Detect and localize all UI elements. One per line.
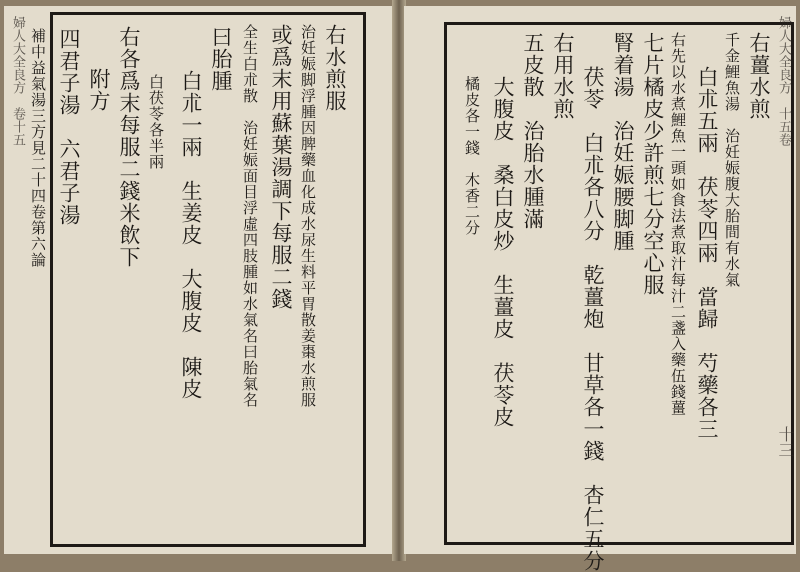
left-column-3: 或爲末用蘇葉湯調下每服二錢 <box>269 24 293 310</box>
left-column-1: 右水煎服 <box>323 24 347 112</box>
right-column-11: 橘皮各一錢 木香二分 <box>463 76 481 236</box>
left-column-5: 曰胎腫 <box>209 26 233 92</box>
left-column-10: 四君子湯 六君子湯 <box>57 28 81 226</box>
right-column-1: 右薑水煎 <box>747 32 771 120</box>
right-column-3: 白朮五兩 茯苓四兩 當歸 芍藥各三 <box>695 66 719 440</box>
left-column-11: 補中益氣湯三方見二十四卷第六論 <box>29 28 47 268</box>
left-column-4: 全生白朮散 治妊娠面目浮虛四肢腫如水氣名曰胎氣名 <box>241 24 259 408</box>
right-fold-text: 婦人大全良方 十五卷 <box>776 16 791 146</box>
right-column-5: 七片橘皮少許煎七分空心服 <box>641 32 665 296</box>
left-column-2: 治妊娠脚浮腫因脾藥血化成水尿生料平胃散姜棗水煎服 <box>299 24 317 408</box>
left-column-7: 白茯苓各半兩 <box>147 74 165 170</box>
left-column-9: 附方 <box>87 68 111 112</box>
right-column-8: 右用水煎 <box>551 32 575 120</box>
right-column-10: 大腹皮 桑白皮炒 生薑皮 茯苓皮 <box>491 76 515 428</box>
left-fold-text: 婦人大全良方 卷十五 <box>10 16 25 146</box>
right-column-7: 茯苓 白朮各八分 乾薑炮 甘草各一錢 杏仁五分 <box>581 66 605 572</box>
right-column-9: 五皮散 治胎水腫滿 <box>521 32 545 230</box>
right-column-6: 腎着湯 治妊娠腰脚腫 <box>611 32 635 252</box>
right-column-4: 右先以水煮鯉魚一頭如食法煮取汁每汁二盞入藥伍錢薑 <box>669 32 687 416</box>
left-column-6: 白朮一兩 生姜皮 大腹皮 陳皮 <box>179 70 203 400</box>
right-column-2: 千金鯉魚湯 治妊娠腹大胎間有水氣 <box>723 32 741 288</box>
left-page <box>4 6 394 554</box>
page-number: 十三 <box>776 426 795 458</box>
right-page <box>404 6 796 572</box>
left-column-8: 右各爲末每服二錢米飲下 <box>117 26 141 268</box>
